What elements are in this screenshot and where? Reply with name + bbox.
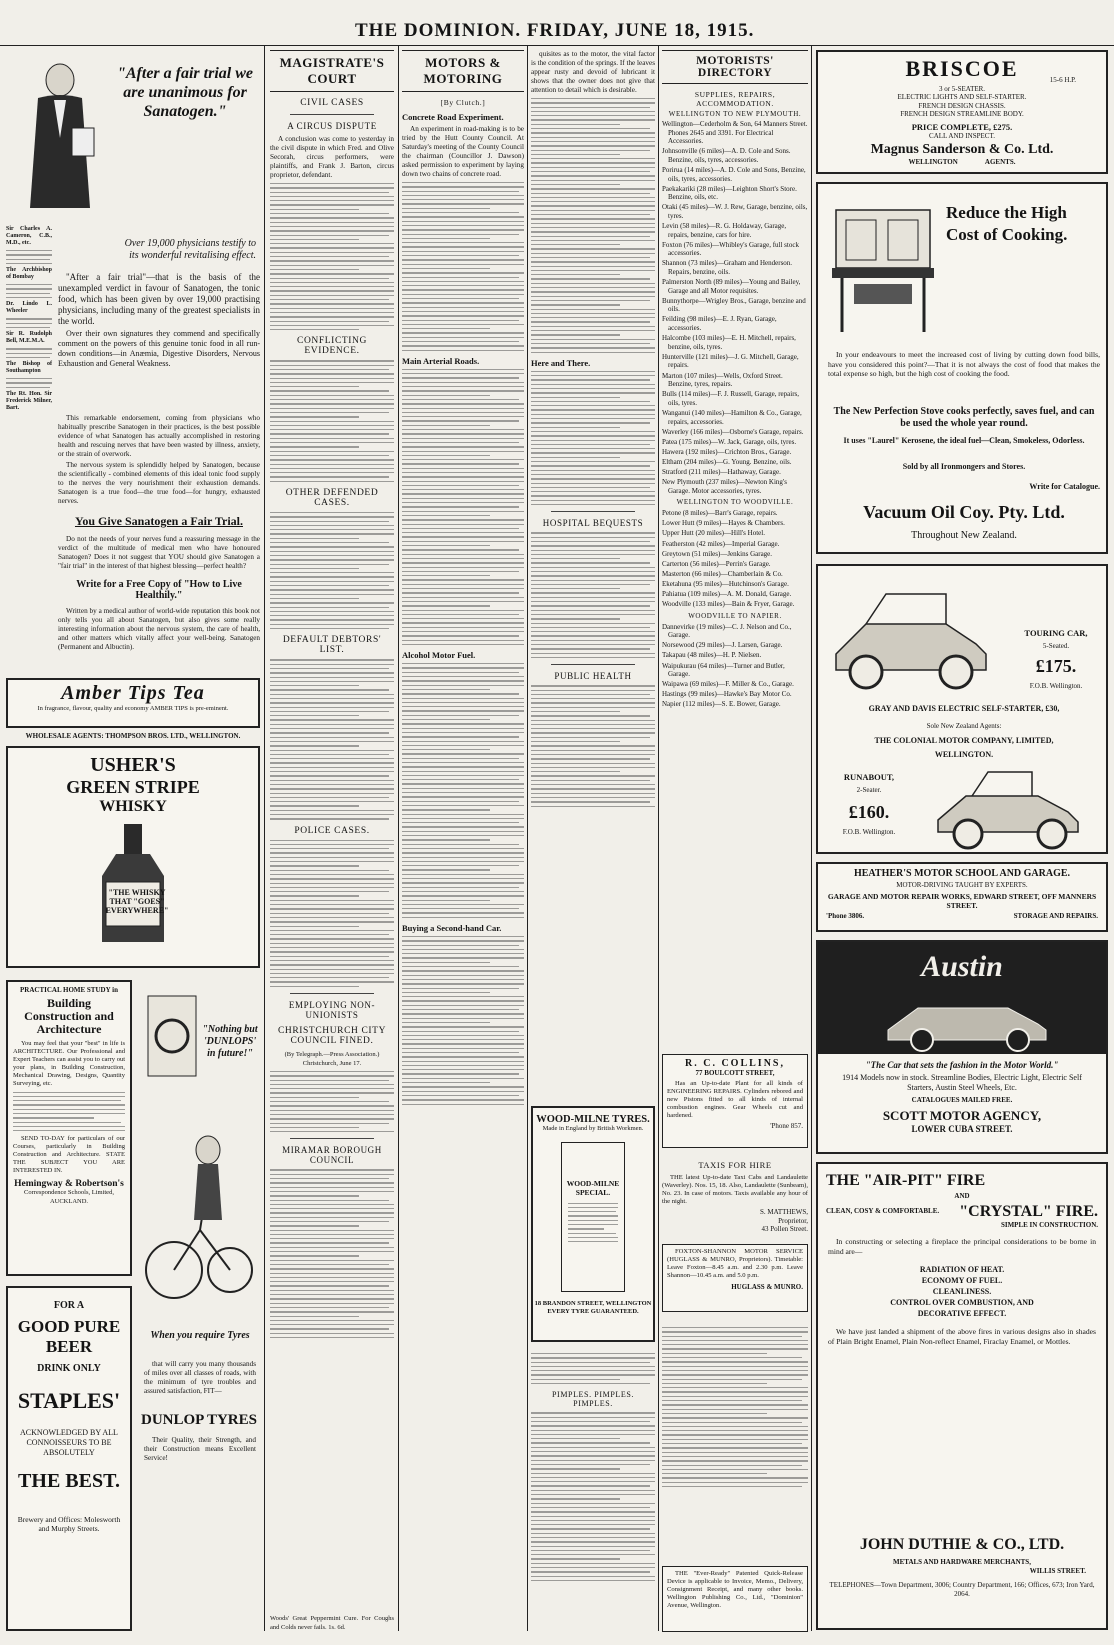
section-title: MAGISTRATE'S COURT (270, 50, 394, 92)
amber-tips-ad (6, 678, 260, 728)
heather-sub: MOTOR-DRIVING TAUGHT BY EXPERTS. (896, 881, 1028, 889)
heather-phone: 'Phone 3806. (826, 911, 865, 920)
sanatogen-write-text: Written by a medical author of world-wide reputation this book not only tells you all about Sanatogen, but also gives some really interesting information about the nervous system, the care of health, and other matters which vitally affect your well-being. Sanatogen (Permanent and Albuctin). (58, 607, 260, 651)
airpit-point: ECONOMY OF FUEL. (921, 1276, 1003, 1285)
airpit-point: CLEANLINESS. (932, 1287, 992, 1296)
taxis-ad (662, 1154, 808, 1234)
byline: [By Clutch.] (440, 98, 486, 107)
column-rule (658, 46, 659, 1631)
directory-entry: Takapau (48 miles)—H. P. Nielsen. (662, 651, 762, 660)
cyclist-illustration (144, 1110, 254, 1310)
directory-entry: Upper Hutt (20 miles)—Hill's Hotel. (662, 529, 765, 538)
sanatogen-headline: "After a fair trial we are unanimous for Sanatogen." (117, 65, 253, 120)
directory-entry: Otaki (45 miles)—W. J. Rew, Garage, benzine, oils, tyres. (662, 203, 808, 220)
ford-price-1: £175. (1035, 656, 1077, 676)
sanatogen-ad (6, 50, 260, 410)
column-2-magistrates-court (270, 46, 394, 1636)
staples-line-2: GOOD PURE BEER (17, 1317, 121, 1356)
directory-entry: Lower Hutt (9 miles)—Hayes & Chambers. (662, 519, 785, 528)
directory-entry: New Plymouth (237 miles)—Newton King's Garage. Motor accessories, tyres. (662, 478, 787, 495)
airpit-stock: We have just landed a shipment of the above fires in various designs also in shades of Plain Bright Enamel, Plain Non-reflect Enamel, Firaclay Enamel, or Mottles. (828, 1327, 1096, 1346)
directory-entry: Bunnythorpe—Wrigley Bros., Garage, benzine and oils. (662, 296, 806, 314)
directory-entry: Palmerston North (89 miles)—Young and Bailey, Garage and all Motor requisites. (662, 278, 801, 295)
ford-fob-2: F.O.B. Wellington. (842, 828, 896, 836)
wood-milne-title: WOOD-MILNE TYRES. (536, 1114, 650, 1125)
stove-illustration (828, 192, 938, 342)
ford-runabout: RUNABOUT, (843, 772, 895, 782)
airpit-point: RADIATION OF HEAT. (919, 1265, 1005, 1274)
sidebar-name: The Bishop of Southampton (6, 361, 52, 375)
subhead: CIVIL CASES (300, 98, 364, 108)
column-6-ads (816, 46, 1108, 1636)
sidebar-name: The Rt. Hon. Sir Frederick Milner, Bart. (6, 391, 52, 410)
subhead: MIRAMAR BOROUGH COUNCIL (282, 1145, 382, 1166)
physician-illustration (20, 58, 100, 218)
airpit-and: AND (954, 1192, 970, 1200)
staples-line-4: ACKNOWLEDGED BY ALL CONNOISSEURS TO BE ABSOLUTELY (20, 1428, 118, 1457)
whisky-bottle-illustration (78, 824, 188, 942)
directory-list (662, 623, 808, 709)
wood-milne-tyres-ad (531, 1106, 655, 1342)
briscoe-town: WELLINGTON (908, 158, 958, 166)
amber-tips-tagline: In fragrance, flavour, quality and economy AMBER TIPS is pre-eminent. (37, 705, 229, 712)
amber-tips-agents: WHOLESALE AGENTS: THOMPSON BROS. LTD., WELLINGTON. (25, 732, 241, 740)
sanatogen-para2: Over their own signatures they commend and specifically comment on the powers of this genuine tonic food in all run-down conditions—in Anæmia, Digestive Disorders, Nervous Exhaustion and General Weakness. (58, 329, 260, 368)
taxis-text: THE latest Up-to-date Taxi Cabs and Landaulette (Waverley). Nos. 15, 18. Also, Landaulette (Sunbeam), No. 23. In case of motors. Taxis available any hour of the night. (662, 1174, 808, 1205)
directory-list (662, 509, 808, 608)
wood-milne-address: 18 BRANDON STREET, WELLINGTON (534, 1299, 652, 1307)
directory-entry: Bulls (114 miles)—F. J. Russell, Garage, repairs, oils, tyres. (662, 390, 800, 407)
ford-company: THE COLONIAL MOTOR COMPANY, LIMITED, (874, 736, 1054, 745)
peppermint-cure-note: Woods' Great Peppermint Cure. For Coughs and Colds never fails. 1s. 6d. (270, 1615, 394, 1631)
sidebar-name: The Archbishop of Bombay (6, 267, 52, 281)
directory-entry: Hastings (99 miles)—Hawke's Bay Motor Co. (662, 690, 792, 699)
directory-entry: Feilding (98 miles)—E. J. Ryan, Garage, accessories. (662, 315, 777, 333)
directory-entry: Waverley (166 miles)—Osborne's Garage, repairs. (662, 427, 804, 436)
directory-entry: Levin (58 miles)—R. G. Holdaway, Garage, repairs, benzine, cars for hire. (662, 222, 787, 239)
staples-line-3: DRINK ONLY (37, 1363, 101, 1374)
column-rule (398, 46, 399, 1631)
ushers-brand: USHER'S (90, 754, 176, 776)
directory-entry: Marton (107 miles)—Wells, Oxford Street. Benzine, tyres, repairs. (662, 371, 783, 389)
duthie-phones: TELEPHONES—Town Department, 3006; Country Department, 166; Offices, 673; Iron Yard, 2064. (829, 1581, 1095, 1598)
wood-milne-sub: Made in England by British Workmen. (542, 1125, 644, 1132)
briscoe-line: 3 or 5-SEATER. (938, 84, 986, 93)
taxis-title: TAXIS FOR HIRE (698, 1160, 772, 1170)
briscoe-line: FRENCH DESIGN CHASSIS. (918, 101, 1006, 110)
ushers-whisky-ad (6, 746, 260, 968)
perfection-stove-ad (816, 182, 1108, 554)
directory-entry: Stratford (211 miles)—Hathaway, Garage. (662, 467, 781, 476)
subhead: SUPPLIES, REPAIRS, ACCOMMODATION. (694, 90, 776, 108)
subhead: Concrete Road Experiment. (402, 112, 504, 122)
dunlop-text: that will carry you many thousands of miles over all classes of roads, with the minimum of tyre troubles and assured satisfaction, FIT— (144, 1360, 256, 1395)
wood-milne-guarantee: EVERY TYRE GUARANTEED. (547, 1308, 639, 1315)
dunlop-brand: DUNLOP TYRES (140, 1412, 257, 1428)
sanatogen-para4: The nervous system is splendidly helped by Sanatogen, because the scientifically - combined elements of this ideal tonic food supply to the nerves the very nourishment their exhaustion demands. Sanatogen is a true food—the true food—for hungry, exhausted nerves. (58, 461, 260, 505)
column-5-motorists-directory (662, 46, 808, 1636)
staples-beer-ad (6, 1286, 132, 1631)
building-address: Correspondence Schools, Limited, AUCKLAND. (24, 1189, 114, 1205)
briscoe-call: CALL AND INSPECT. (929, 131, 995, 140)
section-title: MOTORS & MOTORING (402, 50, 524, 92)
briscoe-price: PRICE COMPLETE, £275. (911, 121, 1013, 132)
subhead: OTHER DEFENDED CASES. (285, 488, 379, 508)
briscoe-ad (816, 50, 1108, 174)
subhead: WELLINGTON TO WOODVILLE. (676, 498, 794, 507)
briscoe-hp: 15-6 H.P. (1049, 76, 1076, 84)
ever-ready-text: THE "Ever-Ready" Patented Quick-Release Device is applicable to Invoice, Memo., Delivery, Consignment Receipt, and many other books. Wellington Publishing Co., Ltd., "Dominion" Avenue, Wellington. (667, 1570, 803, 1609)
stove-headline-2: The New Perfection Stove cooks perfectly, saves fuel, and can be used the whole year round. (833, 406, 1095, 429)
heather-storage: STORAGE AND REPAIRS. (1013, 911, 1098, 920)
dunlop-footer: Their Quality, their Strength, and their Construction means Excellent Service! (144, 1436, 256, 1462)
austin-company: SCOTT MOTOR AGENCY, (882, 1107, 1042, 1123)
briscoe-agents: AGENTS. (984, 158, 1016, 166)
ford-ad (816, 564, 1108, 854)
collins-address: 77 BOULCOTT STREET, (695, 1069, 775, 1077)
stove-heading: Reduce the High Cost of Cooking. (946, 203, 1068, 244)
briscoe-line: ELECTRIC LIGHTS AND SELF-STARTER. (897, 93, 1027, 101)
collins-ad (662, 1054, 808, 1148)
directory-entry: Woodville (133 miles)—Bain & Fryer, Garage. (662, 600, 795, 609)
stove-sold: Sold by all Ironmongers and Stores. (902, 462, 1026, 471)
taxis-name: S. MATTHEWS, (759, 1208, 808, 1216)
ever-ready-ad (662, 1566, 808, 1632)
foxton-text: FOXTON-SHANNON MOTOR SERVICE (HUGLASS & MUNRO, Proprietors). Timetable: Leave Foxton—8.45 a.m. and 2.30 p.m. Leave Shannon—10.45 a.m. and 5.0 p.m. (667, 1248, 803, 1279)
sanatogen-write-heading: Write for a Free Copy of "How to Live Healthily." (76, 579, 242, 601)
austin-address: LOWER CUBA STREET. (911, 1123, 1013, 1134)
directory-entry: Hunterville (121 miles)—J. G. Mitchell, Garage, repairs. (662, 352, 799, 370)
directory-entry: Petone (8 miles)—Barr's Garage, repairs. (662, 509, 778, 518)
ford-runabout-illustration (928, 766, 1098, 850)
amber-tips-title: Amber Tips Tea (61, 682, 205, 704)
airpit-left: CLEAN, COSY & COMFORTABLE. (826, 1207, 940, 1216)
directory-list (662, 120, 808, 495)
subhead: PIMPLES. PIMPLES. PIMPLES. (552, 1390, 634, 1409)
article-lead: An experiment in road-making is to be tried by the Hutt County Council. At Saturday's meeting of the County Council the chairman (Councillor J. Dawson) asked permission to experiment by laying down two chains of concrete road. (402, 125, 524, 178)
directory-entry: Waipawa (69 miles)—F. Miller & Co., Garage. (662, 680, 794, 689)
column-rule (264, 46, 265, 1631)
briscoe-company: Magnus Sanderson & Co. Ltd. (870, 142, 1054, 157)
sanatogen-para3: This remarkable endorsement, coming from physicians who habitually prescribe Sanatogen in their practices, is the best possible evidence of what Sanatogen has actually accomplished in restoring health and rescuing nerves that have been wasted by illness, anxiety, or the strain of overwork. (58, 414, 260, 458)
collins-text: Has an Up-to-date Plant for all kinds of ENGINEERING REPAIRS. Cylinders rebored and new Pistons fitted to all kinds of internal combustion engines. Gear Wheels cut and hardened. (667, 1079, 803, 1119)
ushers-name: GREEN STRIPE (66, 777, 200, 797)
wood-milne-special: WOOD-MILNE SPECIAL. (566, 1178, 620, 1197)
subhead: A CIRCUS DISPUTE (287, 121, 377, 131)
briscoe-title: BRISCOE (905, 56, 1019, 81)
article-lead: A conclusion was come to yesterday in the civil dispute in which Fred. and Olive Secorah, circus performers, were plaintiffs, and Frank J. Barton, circus proprietor, defendant. (270, 135, 394, 179)
austin-car-illustration (878, 990, 1058, 1052)
directory-entry: Foxton (76 miles)—Whibley's Garage, full stock accessories. (662, 240, 799, 258)
dunlop-box-illustration (142, 986, 202, 1086)
sanatogen-caption: Over 19,000 physicians testify to its wonderful revitalising effect. (124, 238, 256, 261)
duthie-sub: METALS AND HARDWARE MERCHANTS, (893, 1558, 1031, 1566)
heathers-motor-school-ad (816, 862, 1108, 932)
subhead: WOODVILLE TO NAPIER. (688, 611, 782, 620)
subhead: CHRISTCHURCH CITY COUNCIL FINED. (277, 1025, 387, 1046)
column-3-motors (402, 46, 524, 1636)
taxis-address: 43 Pollen Street. (761, 1225, 808, 1233)
directory-entry: Paekakariki (28 miles)—Leighton Short's Store. Benzine, oils, etc. (662, 184, 797, 202)
column-1 (6, 46, 260, 1636)
dunlop-tyres-ad (138, 980, 260, 1631)
staples-line-5: THE BEST. (18, 1470, 120, 1492)
ford-town: WELLINGTON. (934, 750, 994, 759)
directory-entry: Eltham (204 miles)—G. Young. Benzine, oils. (662, 457, 792, 466)
subhead: EMPLOYING NON-UNIONISTS (288, 999, 376, 1020)
masthead-title: THE DOMINION. FRIDAY, JUNE 18, 1915. (355, 20, 755, 41)
ford-agents: Sole New Zealand Agents: (926, 722, 1002, 730)
dunlop-quote: "Nothing but 'DUNLOPS' in future!" (202, 1024, 258, 1059)
ford-seats-2: 2-Seater. (856, 786, 882, 794)
directory-entry: Norsewood (29 miles)—J. Larsen, Garage. (662, 641, 783, 650)
airpit-title-2: "CRYSTAL" FIRE. (959, 1202, 1098, 1220)
staples-brand: STAPLES' (17, 1388, 121, 1413)
directory-entry: Hawera (192 miles)—Crichton Bros., Garage. (662, 447, 792, 456)
ford-touring-car-illustration (826, 584, 996, 694)
subhead: Alcohol Motor Fuel. (402, 650, 476, 661)
sanatogen-fair-trial-text: Do not the needs of your nerves fund a reassuring message in the verdict of the multitude of medical men who have honoured Sanatogen? Does it not suggest that YOU should give Sanatogen a "fair trial" in the interest of that highest blessing—perfect health? (58, 535, 260, 570)
staples-footer: Brewery and Offices: Molesworth and Murphy Streets. (17, 1515, 121, 1533)
sanatogen-intro: "After a fair trial"—that is the basis of the unexampled verdict in favour of Sanatogen, the tonic food, which has been given by over 19,000 practising physicians, including many of the greatest specialists in the world. (58, 272, 260, 326)
duthie-company: JOHN DUTHIE & CO., LTD. (859, 1536, 1065, 1553)
subhead: CONFLICTING EVIDENCE. (297, 336, 367, 357)
ford-starter: GRAY AND DAVIS ELECTRIC SELF-STARTER, £30, (868, 704, 1060, 713)
directory-entry: Featherston (42 miles)—Imperial Garage. (662, 539, 780, 548)
directory-entry: Carterton (56 miles)—Perrin's Garage. (662, 559, 771, 568)
foxton-shannon-ad (662, 1244, 808, 1312)
ford-price-2: £160. (848, 802, 890, 822)
heather-title: HEATHER'S MOTOR SCHOOL AND GARAGE. (853, 868, 1071, 879)
subhead: Buying a Second-hand Car. (402, 922, 502, 933)
austin-ad (816, 940, 1108, 1154)
column-4 (531, 46, 655, 1636)
directory-entry: Greytown (51 miles)—Jenkins Garage. (662, 549, 773, 558)
subhead: HOSPITAL BEQUESTS (542, 518, 644, 529)
masthead (0, 6, 1114, 46)
ford-touring: TOURING CAR, (1024, 628, 1088, 638)
subhead: POLICE CASES. (294, 825, 370, 836)
directory-entry: Shannon (73 miles)—Graham and Henderson. Repairs, benzine, oils. (662, 259, 793, 276)
foxton-footer: HUGLASS & MUNRO. (731, 1283, 803, 1291)
airpit-title-1: THE "AIR-PIT" FIRE (826, 1172, 986, 1189)
briscoe-line: FRENCH DESIGN STREAMLINE BODY. (900, 110, 1024, 118)
sanatogen-sidebar (6, 226, 52, 410)
section-title: MOTORISTS' DIRECTORY (662, 50, 808, 84)
stove-text: In your endeavours to meet the increased cost of living by cutting down food bills, have you considered this point?—That it is not always the cost of food that makes the total expense so high, but the high cost of cooking the food. (828, 350, 1100, 378)
directory-entry: Masterton (66 miles)—Chamberlain & Co. (662, 569, 783, 578)
building-cta: SEND TO-DAY for particulars of our Courses, particularly in Building Construction and Architecture. STATE THE SUBJECT YOU ARE INTERESTED IN. (13, 1135, 125, 1175)
collins-name: R. C. COLLINS, (685, 1058, 785, 1069)
austin-catalogue: CATALOGUES MAILED FREE. (911, 1096, 1013, 1104)
collins-phone: 'Phone 857. (770, 1121, 803, 1130)
sidebar-name: Sir Charles A. Cameron, C.B., M.D., etc. (6, 226, 52, 246)
airpit-text: In constructing or selecting a fireplace the principal considerations to be borne in mind are— (828, 1237, 1096, 1256)
airpit-right: SIMPLE IN CONSTRUCTION. (1000, 1220, 1098, 1229)
heather-text: GARAGE AND MOTOR REPAIR WORKS, EDWARD STREET, OFF MANNERS STREET. (827, 891, 1097, 910)
dunlop-when: When you require Tyres (150, 1330, 250, 1341)
stove-note: It uses "Laurel" Kerosene, the ideal fuel—Clean, Smokeless, Odorless. (843, 436, 1085, 445)
article-continuation: quisites as to the motor, the vital factor is the condition of the springs. If the leaves appear rusty and devoid of lubricant it shows that the owner does not give that attention to detail which is desirable. (531, 50, 655, 94)
stove-catalogue: Write for Catalogue. (1029, 482, 1100, 491)
building-construction-ad (6, 980, 132, 1276)
column-rule (527, 46, 528, 1631)
air-pit-fire-ad (816, 1162, 1108, 1630)
vacuum-oil-throughout: Throughout New Zealand. (911, 530, 1017, 541)
sidebar-name: Sir R. Rudolph Bell, M.E.M.A. (6, 331, 52, 345)
ushers-kind: WHISKY (99, 798, 167, 815)
directory-entry: Patea (175 miles)—W. Jack, Garage, oils, tyres. (662, 437, 797, 446)
directory-entry: Halcombe (103 miles)—E. H. Mitchell, repairs, benzine, oils, tyres. (662, 334, 796, 351)
subhead: PUBLIC HEALTH (554, 671, 632, 682)
directory-entry: Wellington—Cederholm & Son, 64 Manners Street. Phones 2645 and 3391. For Electrical Accessories. (662, 120, 808, 146)
directory-entry: Napier (112 miles)—S. E. Bower, Garage. (662, 700, 781, 709)
duthie-street: WILLIS STREET. (1029, 1566, 1086, 1575)
directory-entry: Waipukurau (64 miles)—Turner and Butler, Garage. (662, 661, 785, 679)
vacuum-oil-company: Vacuum Oil Coy. Pty. Ltd. (863, 502, 1065, 522)
airpit-point: CONTROL OVER COMBUSTION, AND (890, 1298, 1034, 1307)
austin-text: 1914 Models now in stock. Streamline Bodies, Electric Light, Electric Self Starters, Austin Steel Wheels, Etc. (842, 1073, 1082, 1092)
austin-slogan: "The Car that sets the fashion in the Motor World." (865, 1060, 1059, 1070)
dateline: (By Telegraph.—Press Association.) Christchurch, June 17. (284, 1050, 380, 1067)
directory-entry: Wanganui (140 miles)—Hamilton & Co., Garage, repairs, accessories. (662, 408, 802, 426)
subhead: Here and There. (531, 357, 591, 368)
ford-fob-1: F.O.B. Wellington. (1029, 682, 1083, 690)
subhead: WELLINGTON TO NEW PLYMOUTH. (668, 110, 802, 118)
ford-seats: 5-Seated. (1042, 642, 1070, 650)
directory-entry: Johnsonville (6 miles)—A. D. Cole and Sons. Benzine, oils, tyres, accessories. (662, 147, 791, 164)
column-rule (811, 46, 812, 1631)
directory-entry: Eketahuna (95 miles)—Hutchinson's Garage. (662, 579, 789, 588)
building-title-1: PRACTICAL HOME STUDY in (20, 986, 118, 994)
directory-entry: Porirua (14 miles)—A. D. Cole and Sons, Benzine, oils, tyres, accessories. (662, 165, 806, 183)
building-company: Hemingway & Robertson's (14, 1179, 124, 1190)
staples-line-1: FOR A (53, 1300, 85, 1311)
airpit-point: DECORATIVE EFFECT. (917, 1309, 1007, 1318)
airpit-points (818, 1264, 1106, 1319)
subhead: DEFAULT DEBTORS' LIST. (282, 635, 382, 656)
tyre-box-illustration (561, 1142, 625, 1292)
building-title-2: Building Construction and Architecture (24, 995, 114, 1036)
directory-entry: Pahiatua (109 miles)—A. M. Donald, Garage. (662, 590, 792, 598)
taxis-role: Proprietor, (778, 1216, 808, 1225)
subhead: Main Arterial Roads. (402, 355, 480, 366)
sidebar-name: Dr. Lindo L. Wheeler (6, 301, 52, 315)
austin-banner (818, 942, 1106, 1054)
ushers-slogan: "THE WHISKY THAT "GOES" EVERYWHERE" (105, 888, 169, 915)
sanatogen-fair-trial-heading: You Give Sanatogen a Fair Trial. (74, 514, 243, 528)
austin-brand: Austin (921, 950, 1003, 983)
building-text: You may feel that your "best" in life is ARCHITECTURE. Our Professional and Expert Teachers can assist you to carry out your plans, in Building Construction, Mechanical Drawing, Designs, Quantity Surveying, etc. (13, 1039, 125, 1087)
directory-entry: Dannevirke (19 miles)—C. J. Nelson and Co., Garage. (662, 622, 792, 640)
